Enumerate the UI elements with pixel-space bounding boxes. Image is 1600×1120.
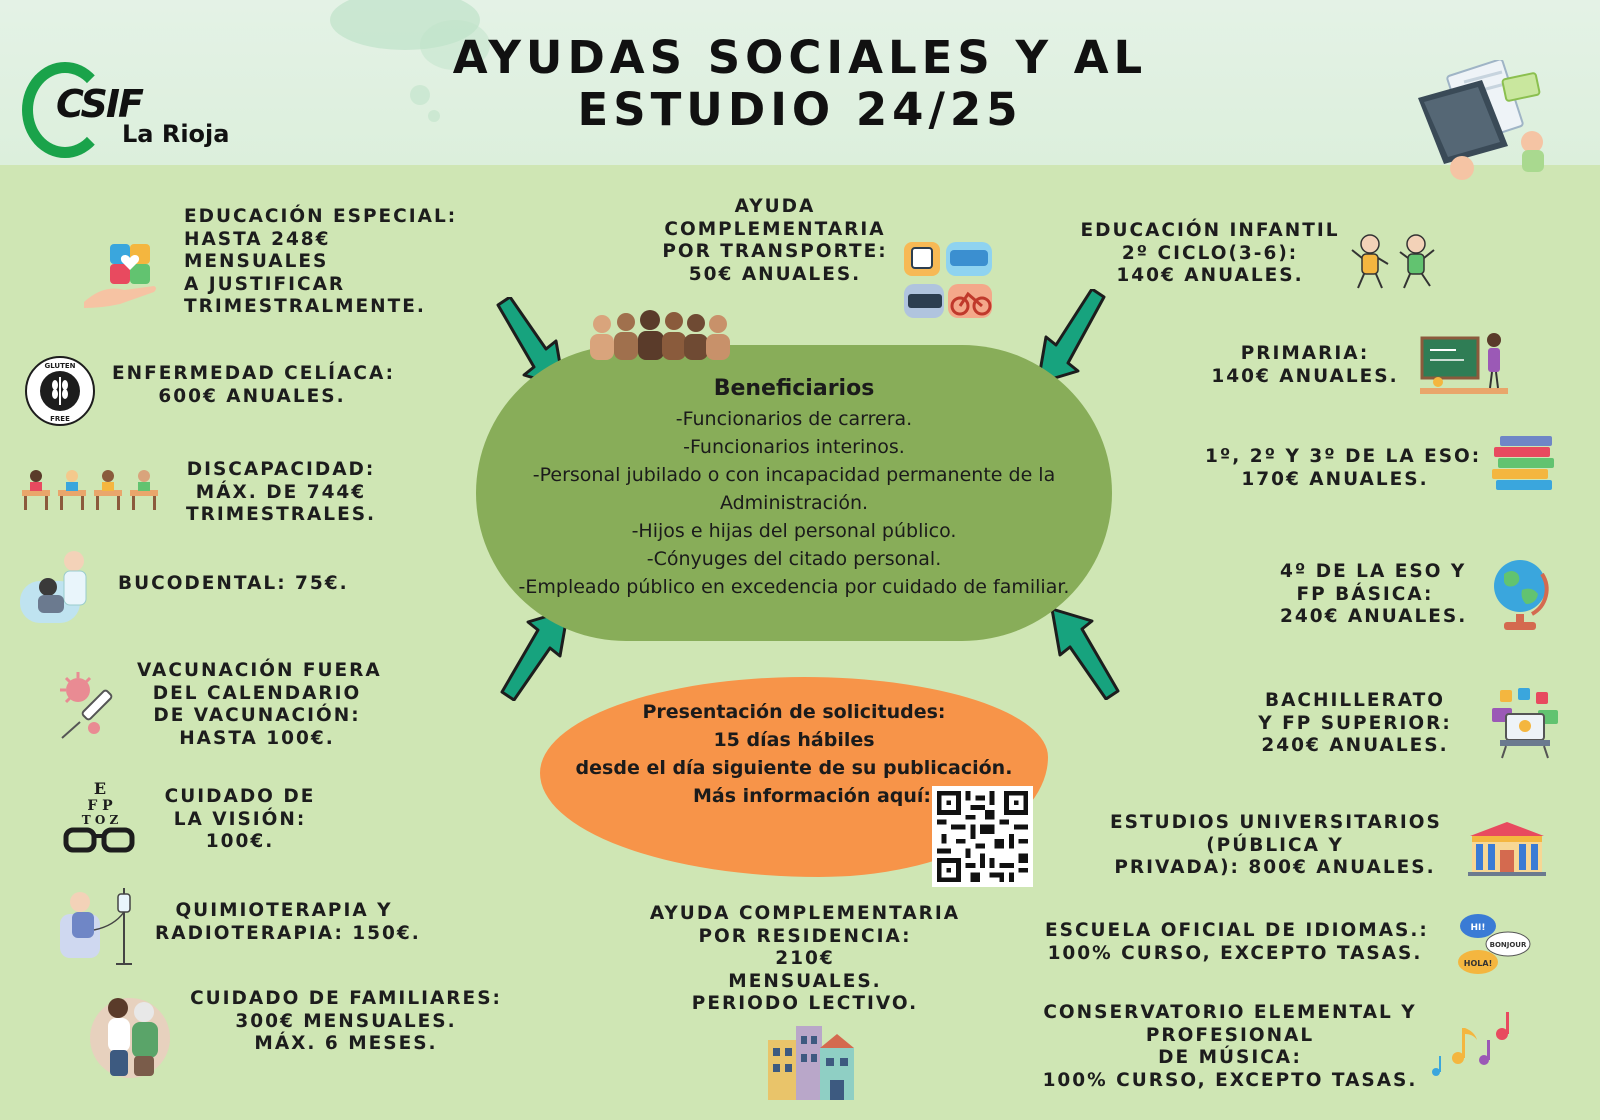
item-line: VACUNACIÓN FUERA [137, 660, 382, 681]
eye-chart-row: E [93, 779, 107, 798]
title-line: ESTUDIO 24/25 [577, 83, 1023, 136]
item-line: PERIODO LECTIVO. [691, 993, 919, 1014]
hi-label: HI! [1470, 923, 1486, 933]
item-line: TRIMESTRALES. [186, 504, 377, 525]
item-line: 4º DE LA ESO Y [1280, 561, 1467, 582]
item-line: 140€ ANUALES. [1211, 365, 1399, 387]
applications-line: 15 días hábiles [713, 729, 875, 751]
applications-line: Presentación de solicitudes: [642, 701, 946, 723]
vaccine-virus-icon [54, 670, 122, 740]
item-line: POR TRANSPORTE: [662, 241, 888, 262]
item-line: 100€. [205, 831, 275, 852]
item-line: CONSERVATORIO ELEMENTAL Y [1043, 1002, 1417, 1023]
hola-label: HOLA! [1463, 959, 1493, 968]
item-line: HASTA 100€. [179, 727, 335, 749]
beneficiary-line: -Personal jubilado o con incapacidad permanente de la [532, 464, 1056, 486]
item-line: 240€ ANUALES. [1261, 735, 1449, 756]
item-line: ESTUDIOS UNIVERSITARIOS [1110, 812, 1442, 833]
item-line: MENSUALES [184, 251, 329, 272]
item-line: DISCAPACIDAD: [186, 459, 376, 480]
eye-chart-row: T O Z [81, 813, 119, 827]
celiac-disease-aid [112, 363, 395, 408]
item-line: 600€ ANUALES. [158, 385, 346, 407]
item-line: MÁX. 6 MESES. [254, 1033, 438, 1054]
item-line: FP BÁSICA: [1296, 583, 1434, 605]
item-line: 100% CURSO, EXCEPTO TASAS. [1042, 1069, 1418, 1091]
puzzle-heart-hand-icon [82, 240, 160, 310]
item-line: BACHILLERATO [1264, 690, 1446, 711]
speech-bubbles-icon [1456, 912, 1532, 978]
beneficiaries-title: Beneficiarios [713, 376, 875, 401]
family-care-aid [186, 988, 506, 1056]
item-line: HASTA 248€ [184, 228, 331, 250]
item-line: RADIOTERAPIA: 150€. [155, 922, 421, 944]
laptop-hands-icon [1412, 60, 1562, 180]
beneficiary-line: -Cónyuges del citado personal. [646, 548, 942, 570]
item-line: DE VACUNACIÓN: [153, 705, 361, 726]
logo-region: La Rioja [122, 120, 230, 148]
book-stack-icon [1490, 436, 1558, 492]
arrow-up-left-icon [1042, 605, 1122, 700]
special-education-aid [184, 206, 457, 319]
disability-aid [186, 459, 376, 527]
item-line: PRIMARIA: [1240, 343, 1370, 364]
primary-education-aid [1210, 343, 1400, 388]
kids-playing-icon [1350, 232, 1442, 292]
music-notes-icon [1424, 1010, 1524, 1078]
item-line: CUIDADO DE [164, 786, 316, 807]
item-line: 100% CURSO, EXCEPTO TASAS. [1047, 942, 1423, 964]
logo-text: CSIF [56, 82, 142, 126]
item-line: AYUDA [734, 196, 816, 217]
dental-aid [118, 573, 349, 596]
item-line: 50€ ANUALES. [688, 263, 862, 285]
language-school-aid [1045, 920, 1429, 965]
university-building-icon [1466, 820, 1548, 876]
eso-first-cycle-aid [1205, 446, 1482, 491]
item-line: 1º, 2º Y 3º DE LA ESO: [1205, 446, 1482, 467]
vaccination-aid [137, 660, 382, 750]
eso-fourth-aid [1280, 561, 1468, 629]
eye-chart-row: F P [87, 798, 113, 814]
item-line: ENFERMEDAD CELÍACA: [112, 363, 395, 384]
gluten-free-icon [24, 355, 96, 427]
dentist-icon [20, 547, 110, 623]
item-line: MÁX. DE 744€ [195, 481, 367, 503]
item-line: PRIVADA): 800€ ANUALES. [1114, 857, 1436, 878]
page-title [380, 32, 1220, 136]
item-line: PROFESIONAL [1145, 1024, 1315, 1046]
item-line: 240€ ANUALES. [1280, 606, 1468, 627]
chemotherapy-aid [155, 900, 421, 945]
item-line: 210€ [775, 948, 835, 969]
beneficiary-line: Administración. [719, 492, 869, 514]
item-line: 170€ ANUALES. [1241, 468, 1429, 490]
classroom-board-icon [1420, 332, 1508, 398]
transport-aid [655, 196, 895, 286]
chemotherapy-patient-icon [58, 884, 140, 968]
residence-aid [640, 903, 970, 1016]
beneficiary-line: -Hijos e hijas del personal público. [631, 520, 957, 542]
infant-education-aid [1075, 220, 1345, 288]
item-line: CUIDADO DE FAMILIARES: [190, 988, 502, 1009]
gluten-label: GLUTEN [44, 362, 76, 370]
item-line: COMPLEMENTARIA [664, 218, 886, 240]
item-line: 300€ MENSUALES. [235, 1010, 457, 1032]
item-line: Y FP SUPERIOR: [1258, 712, 1452, 734]
item-line: 2º CICLO(3-6): [1121, 242, 1299, 264]
bonjour-label: BONJOUR [1489, 941, 1527, 949]
item-line: LA VISIÓN: [173, 808, 307, 830]
item-line: QUIMIOTERAPIA Y [175, 900, 393, 921]
item-line: DEL CALENDARIO [152, 682, 362, 704]
university-aid [1110, 812, 1440, 880]
conservatory-aid [1025, 1002, 1435, 1092]
item-line: ESCUELA OFICIAL DE IDIOMAS.: [1045, 920, 1429, 941]
item-line: 140€ ANUALES. [1116, 265, 1304, 286]
caregiver-elderly-icon [88, 986, 172, 1080]
applications-line: desde el día siguiente de su publicación. [575, 757, 1013, 779]
applications-line: Más información aquí: [693, 785, 932, 807]
vision-care-aid [160, 786, 320, 854]
item-line: AYUDA COMPLEMENTARIA [649, 903, 961, 924]
beneficiary-line: -Empleado público en excedencia por cuidado de familiar. [518, 576, 1070, 598]
study-desk-icon [1492, 688, 1558, 760]
beneficiary-line: -Funcionarios de carrera. [675, 408, 913, 430]
item-line: A JUSTIFICAR [184, 273, 346, 295]
beneficiaries-text [476, 373, 1112, 601]
item-line: EDUCACIÓN INFANTIL [1080, 220, 1340, 241]
students-desks-icon [20, 468, 164, 512]
item-line: (PÚBLICA Y [1206, 834, 1344, 856]
globe-icon [1490, 556, 1552, 632]
free-label: FREE [50, 415, 70, 423]
csif-logo [22, 62, 242, 162]
item-line: MENSUALES. [728, 970, 882, 992]
title-line: AYUDAS SOCIALES Y AL [452, 31, 1148, 84]
qr-code-icon[interactable] [932, 786, 1033, 887]
item-line: POR RESIDENCIA: [698, 925, 912, 947]
item-line: BUCODENTAL: 75€. [118, 573, 349, 594]
people-group-icon [586, 310, 736, 360]
transport-icons [902, 240, 994, 322]
item-line: TRIMESTRALMENTE. [184, 296, 426, 317]
item-line: EDUCACIÓN ESPECIAL: [184, 206, 458, 227]
buildings-icon [764, 1022, 860, 1102]
beneficiary-line: -Funcionarios interinos. [683, 436, 905, 458]
item-line: DE MÚSICA: [1158, 1047, 1302, 1068]
eye-chart-glasses-icon [62, 778, 138, 856]
bachillerato-aid [1255, 690, 1455, 758]
